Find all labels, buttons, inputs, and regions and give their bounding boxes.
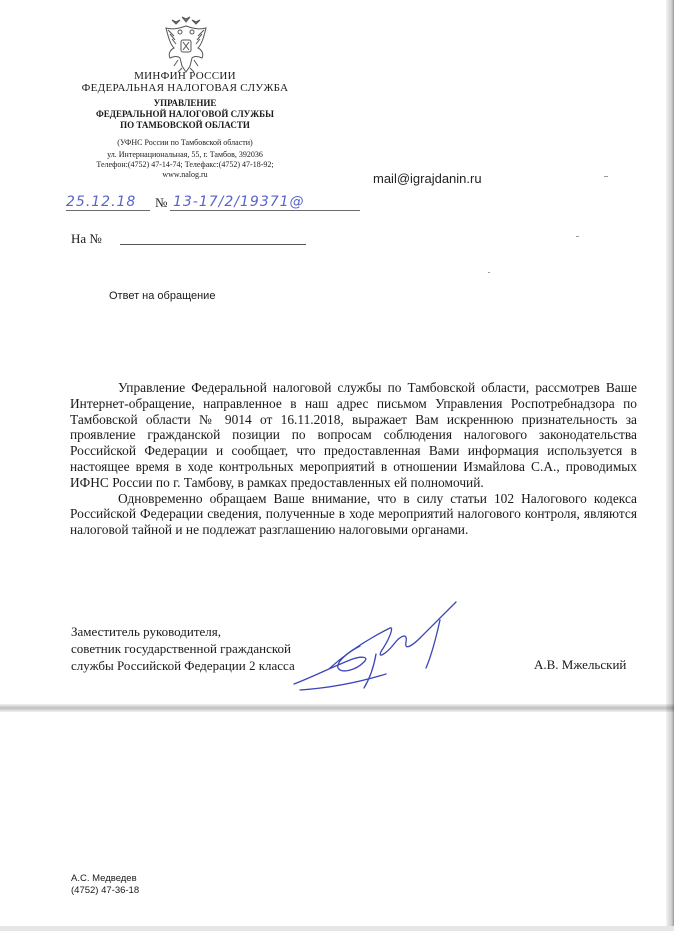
letter-body bbox=[70, 380, 637, 538]
coat-of-arms-emblem bbox=[160, 14, 212, 76]
letter-subject: Ответ на обращение bbox=[109, 290, 216, 302]
registration-date: 25.12.18 bbox=[66, 194, 137, 210]
scan-speck bbox=[576, 236, 579, 237]
body-paragraph-2: Одновременно обращаем Ваше внимание, что в силу статьи 102 Налогового кодекса Российской Федерации сведения, полученные в ходе мероприятий налогового контроля, являются налоговой тайной и не подлежат разглашению налоговыми органами. bbox=[70, 490, 637, 538]
signatory-title-line-3: службы Российской Федерации 2 класса bbox=[71, 658, 295, 673]
scan-edge-right bbox=[666, 0, 674, 931]
date-underline bbox=[66, 210, 150, 211]
registration-number-label: № bbox=[155, 195, 168, 210]
recipient-email: mail@igrajdanin.ru bbox=[373, 171, 482, 186]
number-underline bbox=[170, 210, 360, 211]
executor-phone: (4752) 47-36-18 bbox=[71, 885, 140, 896]
department-line-1: УПРАВЛЕНИЕ bbox=[153, 98, 217, 108]
handwritten-signature bbox=[290, 598, 480, 698]
scan-fold-line bbox=[0, 704, 674, 712]
registration-number: 13-17/2/19371@ bbox=[173, 194, 305, 210]
website-line: www.nalog.ru bbox=[162, 170, 208, 179]
body-paragraph-1: Управление Федеральной налоговой службы по Тамбовской области, рассмотрев Ваше Интернет-обращение, направленное в наш адрес письмом Управления Роспотребнадзора по Тамбовской области № 9014 от 16.11.2018, выражает Вам искреннюю признательность за проявление гражданской позиции по вопросам соблюдения налогового законодательства Российской Федерации и сообщает, что предоставленная Вами информация используется в настоящее время в ходе контрольных мероприятий в отношении Измайлова С.А., проводимых ИФНС России по г. Тамбову, в рамках предоставленных ей полномочий. bbox=[70, 380, 637, 490]
signatory-name: А.В. Мжельский bbox=[534, 657, 627, 672]
registration-line bbox=[66, 192, 366, 214]
department-abbreviation: (УФНС России по Тамбовской области) bbox=[117, 138, 253, 147]
contact-block bbox=[60, 150, 310, 180]
ministry-line-2: ФЕДЕРАЛЬНАЯ НАЛОГОВАЯ СЛУЖБА bbox=[81, 82, 289, 94]
executor-block bbox=[71, 873, 139, 897]
ministry-header bbox=[55, 70, 315, 94]
department-line-2: ФЕДЕРАЛЬНОЙ НАЛОГОВОЙ СЛУЖБЫ bbox=[96, 109, 274, 119]
signatory-title-line-2: советник государственной гражданской bbox=[71, 641, 291, 656]
executor-name: А.С. Медведев bbox=[71, 873, 137, 884]
scan-speck bbox=[488, 272, 490, 273]
phones-line: Телефон:(4752) 47-14-74; Телефакс:(4752) 47-18-92; bbox=[96, 160, 274, 169]
signatory-title bbox=[71, 623, 295, 674]
signatory-title-line-1: Заместитель руководителя, bbox=[71, 624, 222, 639]
reference-label: На № bbox=[71, 231, 102, 246]
department-line-3: ПО ТАМБОВСКОЙ ОБЛАСТИ bbox=[120, 120, 250, 130]
reference-underline bbox=[120, 244, 306, 245]
scan-edge-bottom bbox=[0, 926, 674, 931]
ministry-line-1: МИНФИН РОССИИ bbox=[134, 70, 236, 82]
address-line: ул. Интернациональная, 55, г. Тамбов, 392036 bbox=[107, 150, 263, 159]
department-header bbox=[60, 98, 310, 131]
scan-speck bbox=[604, 176, 608, 177]
